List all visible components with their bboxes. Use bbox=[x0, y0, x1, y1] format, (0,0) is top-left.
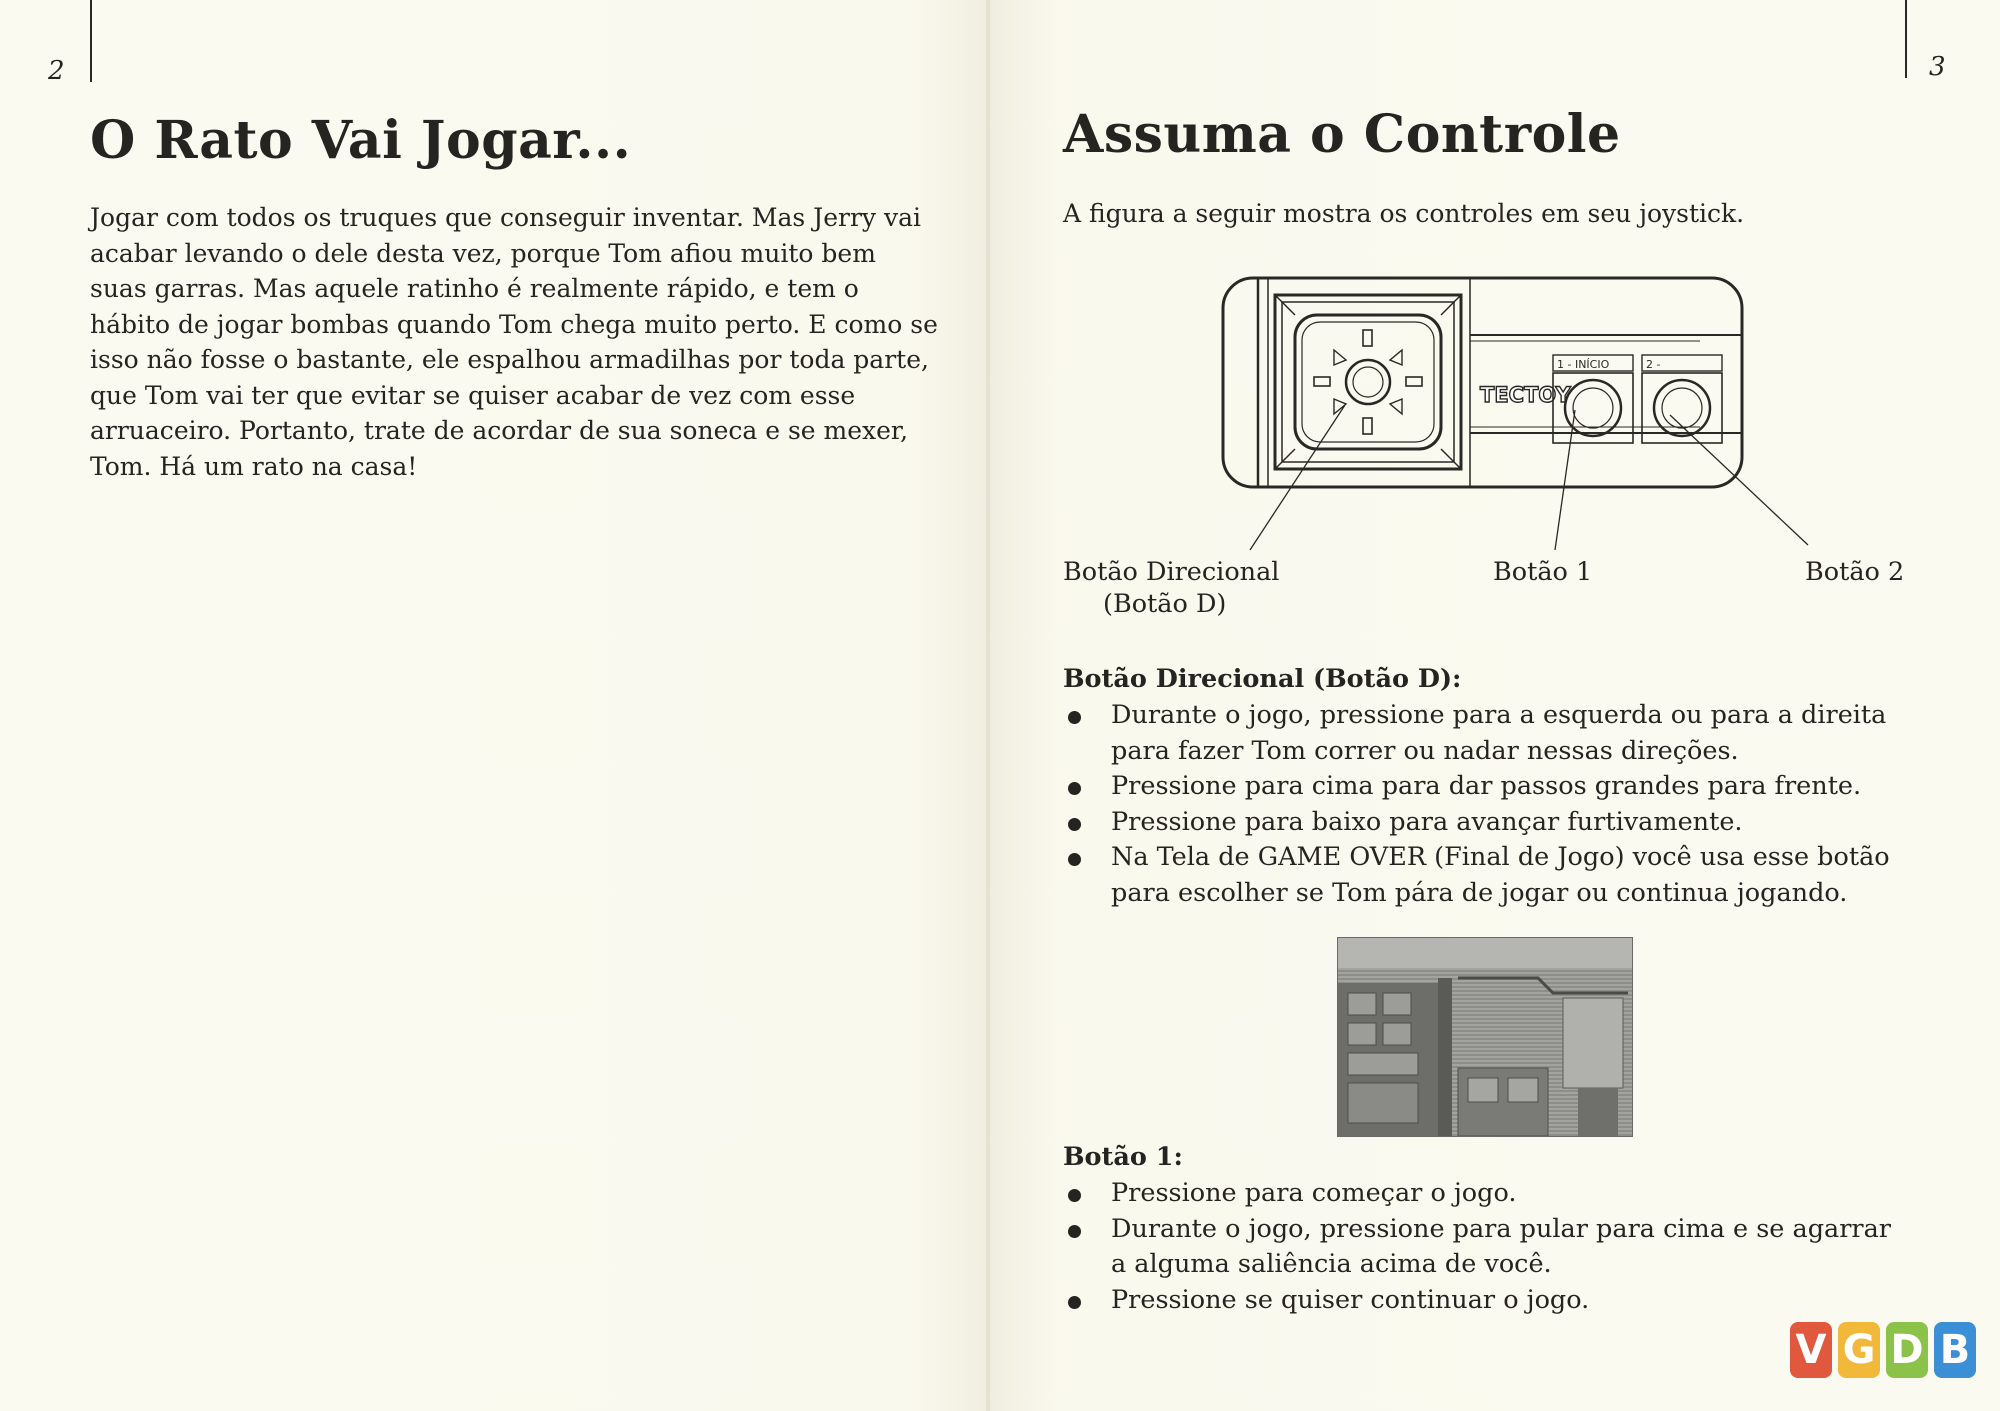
bullet-icon bbox=[1068, 1225, 1081, 1238]
list-item bbox=[1063, 1176, 1913, 1212]
book-gutter bbox=[986, 0, 990, 1411]
watermark-tile bbox=[1838, 1322, 1880, 1378]
bullet-icon bbox=[1068, 782, 1081, 795]
left-page-paragraph: Jogar com todos os truques que conseguir inventar. Mas Jerry vai acabar levando o dele desta vez, porque Tom afiou muito bem suas garras. Mas aquele ratinho é realmente rápido, e tem o hábito de jogar bombas quando Tom chega muito perto. E como se isso não fosse o bastante, ele espalhou armadilhas por toda parte, que Tom vai ter que evitar se quiser acabar de vez com esse arruaceiro. Portanto, trate de acordar de sua soneca e se mexer, Tom. Há um rato na casa! bbox=[90, 203, 938, 481]
watermark-tile bbox=[1886, 1322, 1928, 1378]
button2-panel-label: 2 - bbox=[1646, 358, 1661, 371]
caption-dpad-line1: Botão Direcional bbox=[1063, 557, 1280, 587]
caption-dpad bbox=[1063, 556, 1279, 620]
vgdb-watermark bbox=[1790, 1322, 1990, 1382]
left-page-title: O Rato Vai Jogar... bbox=[90, 110, 632, 171]
right-page-rule bbox=[1905, 0, 1907, 78]
watermark-letter: B bbox=[1939, 1327, 1971, 1373]
left-page-number: 2 bbox=[48, 56, 65, 86]
list-item-text: Pressione para começar o jogo. bbox=[1111, 1178, 1517, 1208]
list-item bbox=[1063, 769, 1913, 805]
list-item-text: Pressione para cima para dar passos grandes para frente. bbox=[1111, 771, 1862, 801]
list-item bbox=[1063, 1212, 1913, 1283]
right-page-title: Assuma o Controle bbox=[1063, 104, 1621, 165]
left-page-body bbox=[90, 200, 940, 484]
list-item-text: Na Tela de GAME OVER (Final de Jogo) você usa esse botão para escolher se Tom pára de jogar ou continua jogando. bbox=[1111, 842, 1890, 908]
caption-button1: Botão 1 bbox=[1493, 557, 1593, 587]
caption-dpad-line2: (Botão D) bbox=[1103, 589, 1227, 619]
button1-section-heading: Botão 1: bbox=[1063, 1142, 1183, 1172]
list-item-text: Pressione se quiser continuar o jogo. bbox=[1111, 1284, 1590, 1315]
watermark-letter: G bbox=[1842, 1327, 1876, 1373]
bullet-icon bbox=[1068, 818, 1081, 831]
right-page-intro: A figura a seguir mostra os controles em seu joystick. bbox=[1063, 199, 1745, 228]
watermark-letter: V bbox=[1795, 1327, 1827, 1373]
left-page-rule bbox=[90, 0, 92, 82]
caption-button2: Botão 2 bbox=[1805, 557, 1905, 587]
watermark-tile bbox=[1790, 1322, 1832, 1378]
watermark-letter: D bbox=[1890, 1327, 1924, 1373]
bullet-icon bbox=[1068, 711, 1081, 724]
game-screenshot bbox=[1337, 937, 1633, 1137]
list-item-text: Durante o jogo, pressione para a esquerda ou para a direita para fazer Tom correr ou nadar nessas direções. bbox=[1111, 700, 1887, 766]
list-item bbox=[1063, 805, 1913, 841]
bullet-icon bbox=[1068, 1189, 1081, 1202]
bullet-icon bbox=[1068, 853, 1081, 866]
brand-logo: TECTOY bbox=[1480, 383, 1571, 407]
list-item bbox=[1063, 1283, 1913, 1319]
list-item bbox=[1063, 840, 1913, 911]
button1-bullet-list bbox=[1063, 1176, 1913, 1318]
list-item-text: Pressione para baixo para avançar furtivamente. bbox=[1111, 806, 1743, 837]
button1-panel-label: 1 - INÍCIO bbox=[1557, 358, 1610, 371]
watermark-tile bbox=[1934, 1322, 1976, 1378]
right-page-number: 3 bbox=[1929, 52, 1946, 82]
list-item-text: Durante o jogo, pressione para pular para cima e se agarrar a alguma saliência acima de você. bbox=[1111, 1213, 1891, 1279]
caption-leader-lines bbox=[1230, 340, 1830, 560]
list-item bbox=[1063, 698, 1913, 769]
dpad-bullet-list bbox=[1063, 698, 1913, 911]
dpad-section-heading: Botão Direcional (Botão D): bbox=[1063, 664, 1462, 694]
bullet-icon bbox=[1068, 1296, 1081, 1309]
